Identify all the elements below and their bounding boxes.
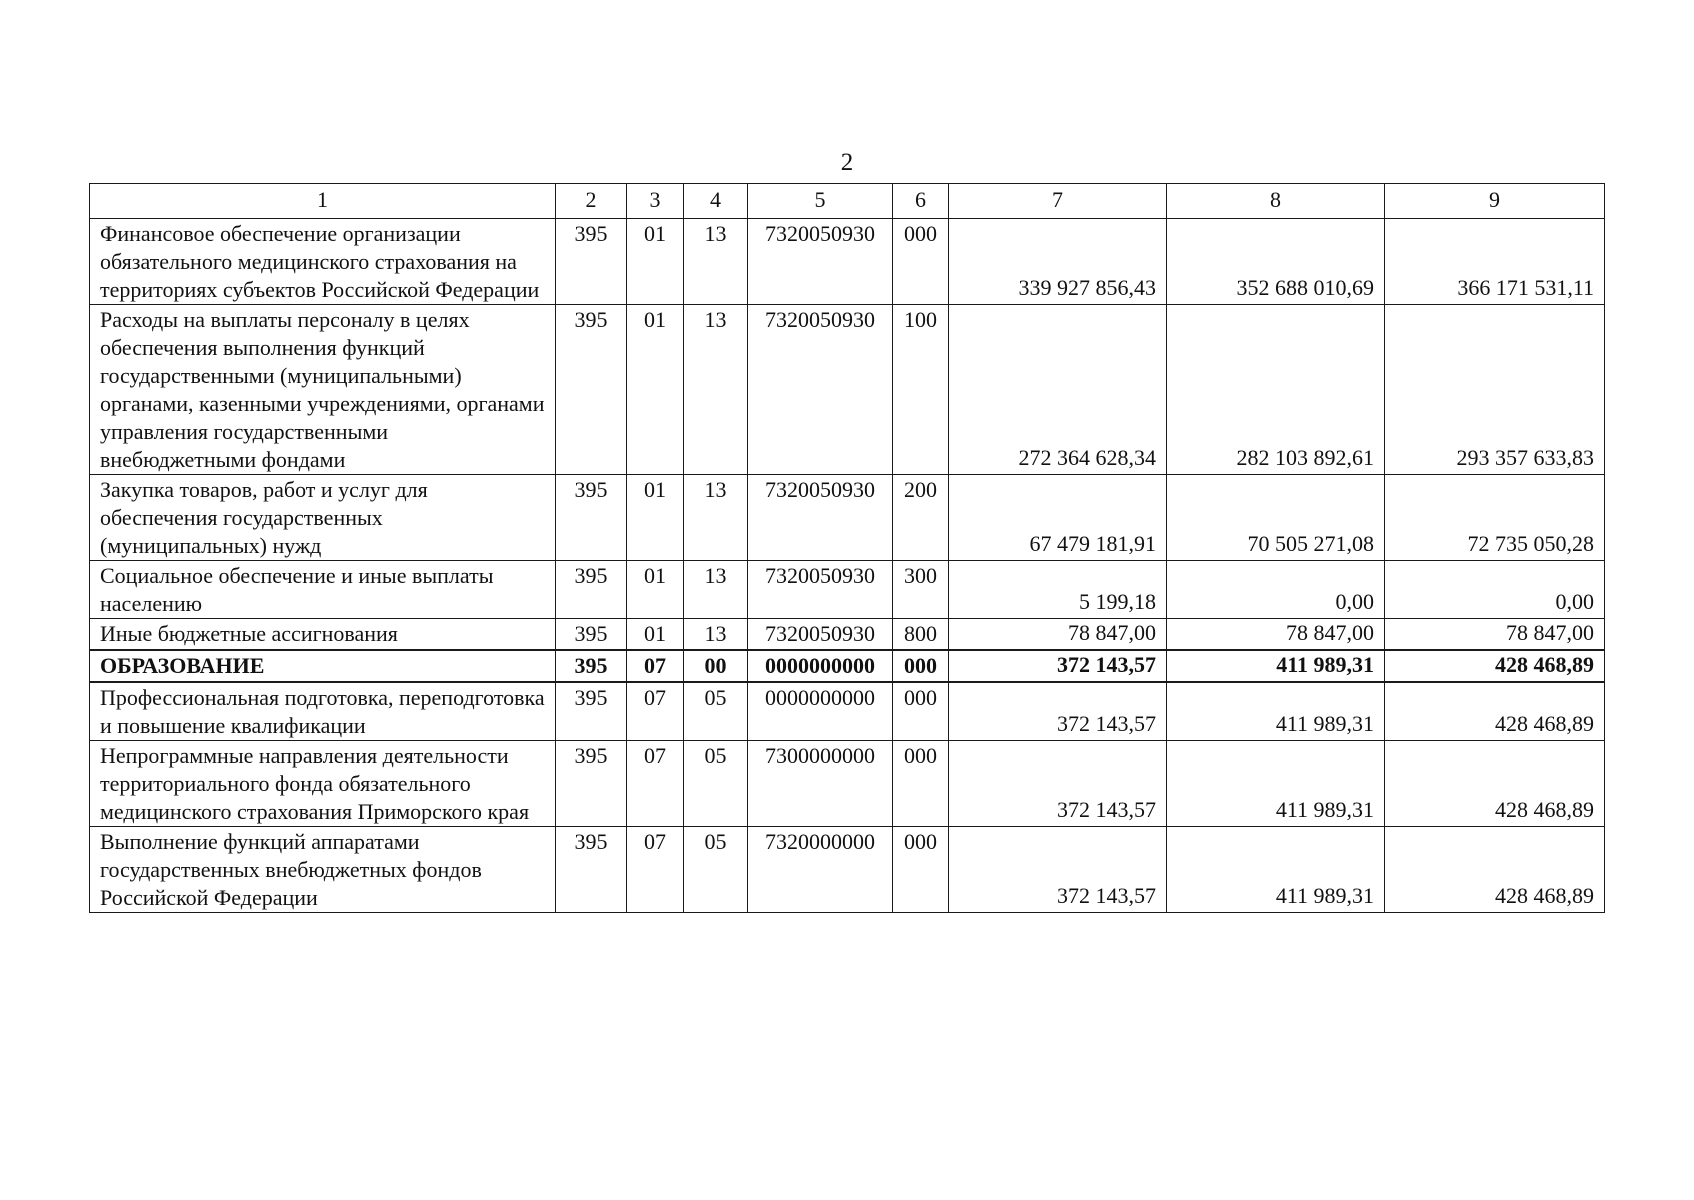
ved-code-cell: 395 (556, 305, 627, 475)
amount-col8-cell: 282 103 892,61 (1167, 305, 1385, 475)
target-article-cell: 0000000000 (748, 650, 893, 682)
subsection-code-cell: 13 (684, 619, 748, 651)
amount-col8-cell: 352 688 010,69 (1167, 219, 1385, 305)
target-article-cell: 7320050930 (748, 219, 893, 305)
expense-type-cell: 000 (893, 219, 949, 305)
amount-col7-cell: 372 143,57 (949, 827, 1167, 913)
section-code-cell: 07 (627, 741, 684, 827)
table-row (90, 219, 1605, 305)
table-row (90, 305, 1605, 475)
row-name-cell: Выполнение функций аппаратами государственных внебюджетных фондов Российской Федерации (90, 827, 556, 913)
amount-col8-cell: 411 989,31 (1167, 827, 1385, 913)
amount-col7-cell: 372 143,57 (949, 650, 1167, 682)
column-header: 9 (1385, 184, 1605, 219)
table-row (90, 619, 1605, 651)
expense-type-cell: 000 (893, 650, 949, 682)
amount-col8-cell: 0,00 (1167, 561, 1385, 619)
row-name-cell: Непрограммные направления деятельности территориального фонда обязательного медицинского страхования Приморского края (90, 741, 556, 827)
section-code-cell: 07 (627, 682, 684, 741)
target-article-cell: 7300000000 (748, 741, 893, 827)
table-row (90, 741, 1605, 827)
column-header: 8 (1167, 184, 1385, 219)
section-code-cell: 01 (627, 561, 684, 619)
column-header: 2 (556, 184, 627, 219)
amount-col9-cell: 428 468,89 (1385, 827, 1605, 913)
ved-code-cell: 395 (556, 475, 627, 561)
row-name-cell: Расходы на выплаты персоналу в целях обеспечения выполнения функций государственными (муниципальными) органами, казенными учреждениями, органами управления государственными внебюджетными фондами (90, 305, 556, 475)
column-header: 1 (90, 184, 556, 219)
amount-col9-cell: 428 468,89 (1385, 741, 1605, 827)
ved-code-cell: 395 (556, 561, 627, 619)
table-row (90, 827, 1605, 913)
amount-col7-cell: 372 143,57 (949, 682, 1167, 741)
subsection-code-cell: 05 (684, 682, 748, 741)
target-article-cell: 7320000000 (748, 827, 893, 913)
subsection-code-cell: 13 (684, 305, 748, 475)
target-article-cell: 0000000000 (748, 682, 893, 741)
row-name-cell: Профессиональная подготовка, переподготовка и повышение квалификации (90, 682, 556, 741)
expense-type-cell: 000 (893, 827, 949, 913)
ved-code-cell: 395 (556, 619, 627, 651)
expense-type-cell: 800 (893, 619, 949, 651)
ved-code-cell: 395 (556, 650, 627, 682)
expense-type-cell: 300 (893, 561, 949, 619)
expense-type-cell: 100 (893, 305, 949, 475)
expense-type-cell: 000 (893, 682, 949, 741)
amount-col7-cell: 272 364 628,34 (949, 305, 1167, 475)
target-article-cell: 7320050930 (748, 619, 893, 651)
subsection-code-cell: 13 (684, 219, 748, 305)
table-header-row (90, 184, 1605, 219)
amount-col7-cell: 339 927 856,43 (949, 219, 1167, 305)
column-header: 7 (949, 184, 1167, 219)
section-code-cell: 01 (627, 475, 684, 561)
amount-col9-cell: 78 847,00 (1385, 619, 1605, 651)
expense-type-cell: 000 (893, 741, 949, 827)
row-name-cell: Иные бюджетные ассигнования (90, 619, 556, 651)
row-name-cell: ОБРАЗОВАНИЕ (90, 650, 556, 682)
ved-code-cell: 395 (556, 741, 627, 827)
section-code-cell: 07 (627, 827, 684, 913)
column-header: 6 (893, 184, 949, 219)
target-article-cell: 7320050930 (748, 561, 893, 619)
table-row (90, 682, 1605, 741)
subsection-code-cell: 05 (684, 827, 748, 913)
amount-col8-cell: 411 989,31 (1167, 682, 1385, 741)
amount-col7-cell: 78 847,00 (949, 619, 1167, 651)
amount-col7-cell: 67 479 181,91 (949, 475, 1167, 561)
page-number: 2 (840, 149, 854, 176)
table-row (90, 475, 1605, 561)
section-code-cell: 01 (627, 219, 684, 305)
row-name-cell: Социальное обеспечение и иные выплаты населению (90, 561, 556, 619)
subsection-code-cell: 05 (684, 741, 748, 827)
target-article-cell: 7320050930 (748, 475, 893, 561)
expense-type-cell: 200 (893, 475, 949, 561)
column-header: 4 (684, 184, 748, 219)
amount-col9-cell: 428 468,89 (1385, 682, 1605, 741)
amount-col8-cell: 70 505 271,08 (1167, 475, 1385, 561)
table-row (90, 561, 1605, 619)
table-row (90, 650, 1605, 682)
amount-col8-cell: 411 989,31 (1167, 650, 1385, 682)
amount-col9-cell: 72 735 050,28 (1385, 475, 1605, 561)
target-article-cell: 7320050930 (748, 305, 893, 475)
amount-col8-cell: 78 847,00 (1167, 619, 1385, 651)
subsection-code-cell: 00 (684, 650, 748, 682)
amount-col8-cell: 411 989,31 (1167, 741, 1385, 827)
ved-code-cell: 395 (556, 827, 627, 913)
column-header: 5 (748, 184, 893, 219)
amount-col9-cell: 428 468,89 (1385, 650, 1605, 682)
section-code-cell: 01 (627, 305, 684, 475)
budget-table (89, 183, 1605, 913)
row-name-cell: Финансовое обеспечение организации обязательного медицинского страхования на территориях субъектов Российской Федерации (90, 219, 556, 305)
section-code-cell: 07 (627, 650, 684, 682)
amount-col7-cell: 372 143,57 (949, 741, 1167, 827)
amount-col9-cell: 293 357 633,83 (1385, 305, 1605, 475)
ved-code-cell: 395 (556, 219, 627, 305)
amount-col9-cell: 0,00 (1385, 561, 1605, 619)
row-name-cell: Закупка товаров, работ и услуг для обеспечения государственных (муниципальных) нужд (90, 475, 556, 561)
amount-col9-cell: 366 171 531,11 (1385, 219, 1605, 305)
amount-col7-cell: 5 199,18 (949, 561, 1167, 619)
column-header: 3 (627, 184, 684, 219)
section-code-cell: 01 (627, 619, 684, 651)
subsection-code-cell: 13 (684, 475, 748, 561)
subsection-code-cell: 13 (684, 561, 748, 619)
ved-code-cell: 395 (556, 682, 627, 741)
